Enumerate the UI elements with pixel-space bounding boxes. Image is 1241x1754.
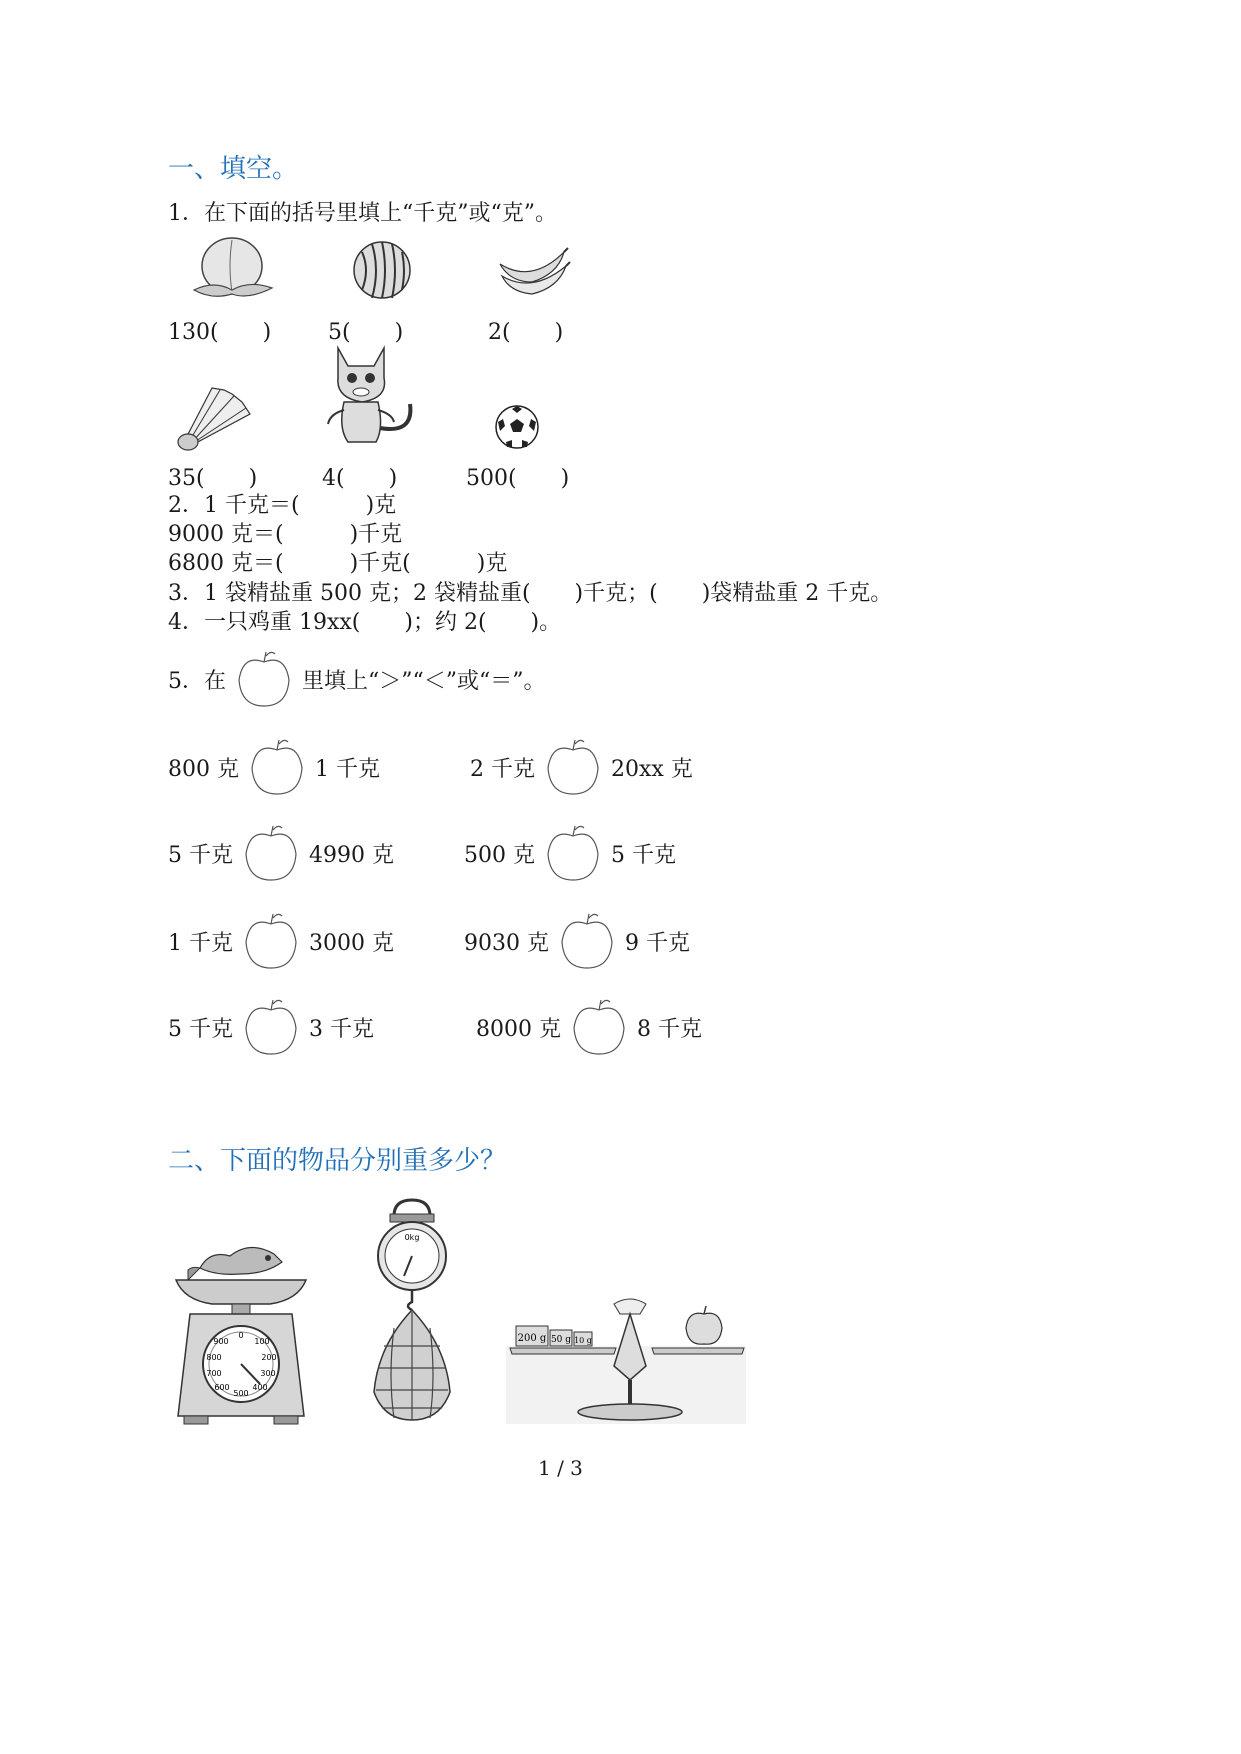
- comparison-item: 2 千克 20xx 克: [470, 736, 693, 798]
- soccer-ball-icon: [494, 404, 540, 450]
- platform-scale-fish-icon: [170, 1240, 312, 1428]
- spring-scale-label: 0kg: [404, 1233, 420, 1242]
- question-2-line-1: 2．1 千克＝( )克: [168, 493, 397, 518]
- section-2-title: 二、下面的物品分别重多少？: [168, 1146, 507, 1176]
- weight-200g-label: 200 g: [517, 1333, 547, 1344]
- question-1-prompt: 1．在下面的括号里填上“千克”或“克”。: [168, 201, 557, 226]
- comparison-item: 5 千克 4990 克: [168, 822, 394, 884]
- dial-label-0: 0: [238, 1331, 244, 1340]
- q1-answer-cat: 4( ): [322, 466, 398, 491]
- watermelon-icon: [350, 238, 414, 302]
- question-4: 4．一只鸡重 19xx( )；约 2( )。: [168, 610, 562, 635]
- apple-answer-circle[interactable]: [240, 910, 302, 972]
- cat-icon: [318, 338, 422, 448]
- apple-answer-circle[interactable]: [240, 822, 302, 884]
- apple-answer-circle[interactable]: [240, 996, 302, 1058]
- dial-label-100: 100: [254, 1337, 270, 1346]
- peach-icon: [188, 230, 278, 300]
- dial-label-600: 600: [214, 1383, 230, 1392]
- apple-answer-circle[interactable]: [568, 996, 630, 1058]
- question-5-prompt: [168, 648, 545, 710]
- banana-icon: [496, 244, 572, 300]
- apple-icon: [233, 648, 295, 710]
- question-2-line-2: 9000 克＝( )千克: [168, 522, 403, 547]
- dial-label-900: 900: [213, 1337, 229, 1346]
- q5-prefix: 5．在: [168, 668, 226, 694]
- q1-answer-banana: 2( ): [488, 320, 564, 345]
- dial-label-800: 800: [206, 1353, 222, 1362]
- q5-suffix: 里填上“＞”“＜”或“＝”。: [302, 668, 546, 694]
- weight-10g-label: 10 g: [574, 1336, 592, 1345]
- question-2-line-3: 6800 克＝( )千克( )克: [168, 551, 508, 576]
- apple-answer-circle[interactable]: [246, 736, 308, 798]
- dial-label-400: 400: [252, 1383, 268, 1392]
- comparison-item: 800 克 1 千克: [168, 736, 380, 798]
- q1-answer-peach: 130( ): [168, 320, 272, 345]
- q1-answer-watermelon: 5( ): [328, 320, 404, 345]
- dial-label-300: 300: [260, 1369, 276, 1378]
- weight-50g-label: 50 g: [550, 1335, 572, 1345]
- apple-answer-circle[interactable]: [556, 910, 618, 972]
- dial-label-200: 200: [261, 1353, 277, 1362]
- comparison-item: 500 克 5 千克: [464, 822, 676, 884]
- q1-answer-shuttlecock: 35( ): [168, 466, 258, 491]
- section-1-title: 一、填空。: [168, 154, 299, 184]
- comparison-item: 1 千克 3000 克: [168, 910, 394, 972]
- apple-answer-circle[interactable]: [542, 822, 604, 884]
- balance-scale-apple-icon: [506, 1296, 746, 1424]
- dial-label-700: 700: [206, 1369, 222, 1378]
- comparison-item: 8000 克 8 千克: [476, 996, 702, 1058]
- page-number: 1 / 3: [538, 1456, 583, 1480]
- q1-answer-ball: 500( ): [466, 466, 570, 491]
- apple-answer-circle[interactable]: [542, 736, 604, 798]
- dial-label-500: 500: [233, 1389, 249, 1398]
- comparison-item: 9030 克 9 千克: [464, 910, 690, 972]
- question-3: 3．1 袋精盐重 500 克；2 袋精盐重( )千克；( )袋精盐重 2 千克。: [168, 581, 893, 606]
- shuttlecock-icon: [172, 380, 256, 452]
- comparison-item: 5 千克 3 千克: [168, 996, 374, 1058]
- spring-scale-bag-icon: [364, 1196, 460, 1424]
